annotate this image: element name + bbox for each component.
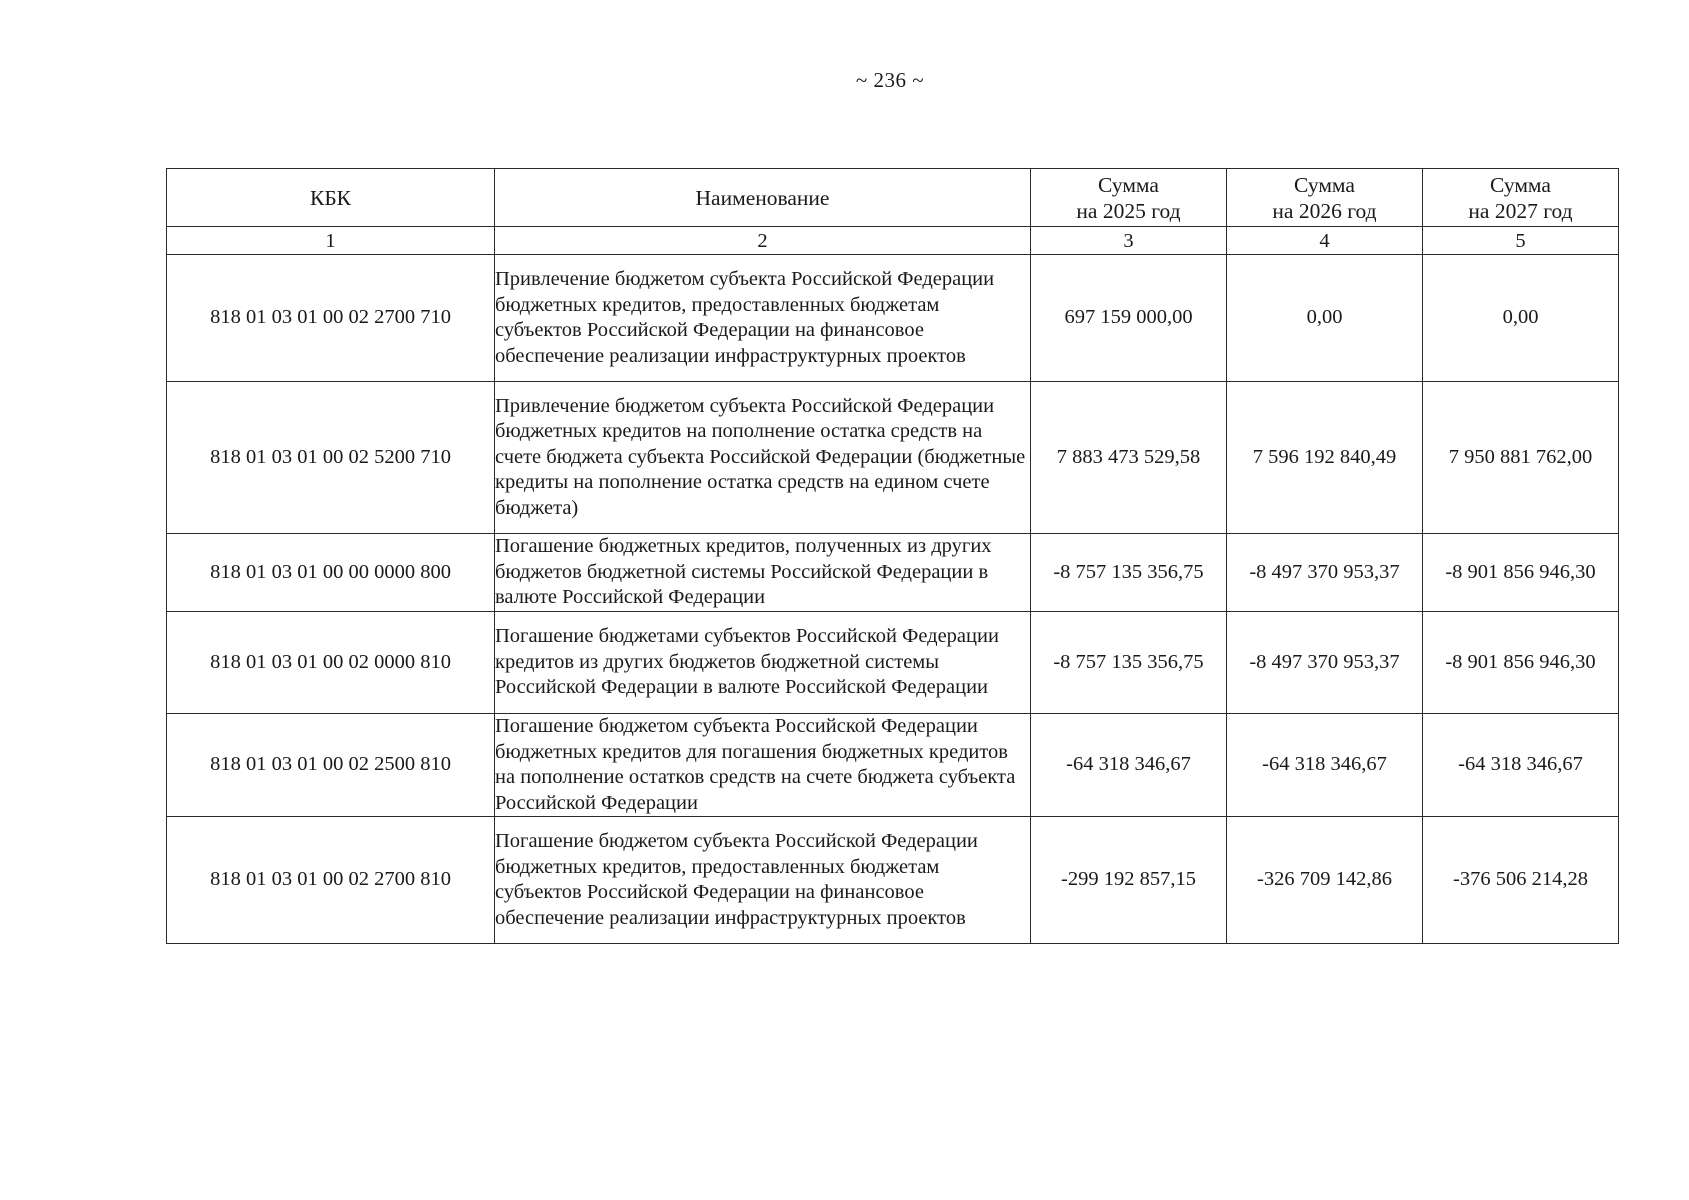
amount-2025: -8 757 135 356,75 xyxy=(1031,612,1227,714)
column-number: 2 xyxy=(495,227,1031,255)
header-sum-2026 xyxy=(1227,169,1423,227)
item-name: Погашение бюджетами субъектов Российской Федерации кредитов из других бюджетов бюджетной системы Российской Федерации в валюте Российской Федерации xyxy=(495,612,1031,714)
amount-2025: -8 757 135 356,75 xyxy=(1031,534,1227,612)
amount-2026: 7 596 192 840,49 xyxy=(1227,382,1423,534)
header-sum-2027-line2: на 2027 год xyxy=(1468,198,1573,223)
amount-2026: -8 497 370 953,37 xyxy=(1227,534,1423,612)
table-row xyxy=(167,714,1619,817)
kbk-code: 818 01 03 01 00 02 0000 810 xyxy=(167,612,495,714)
column-number: 5 xyxy=(1423,227,1619,255)
amount-2026: -64 318 346,67 xyxy=(1227,714,1423,817)
kbk-code: 818 01 03 01 00 02 2500 810 xyxy=(167,714,495,817)
amount-2025: -299 192 857,15 xyxy=(1031,817,1227,944)
amount-2027: 0,00 xyxy=(1423,255,1619,382)
table-row xyxy=(167,612,1619,714)
amount-2025: 7 883 473 529,58 xyxy=(1031,382,1227,534)
amount-2027: -376 506 214,28 xyxy=(1423,817,1619,944)
kbk-code: 818 01 03 01 00 02 5200 710 xyxy=(167,382,495,534)
table-header-row xyxy=(167,169,1619,227)
column-number: 4 xyxy=(1227,227,1423,255)
amount-2026: 0,00 xyxy=(1227,255,1423,382)
amount-2025: -64 318 346,67 xyxy=(1031,714,1227,817)
item-name: Привлечение бюджетом субъекта Российской Федерации бюджетных кредитов, предоставленных бюджетам субъектов Российской Федерации на финансовое обеспечение реализации инфраструктурных проектов xyxy=(495,255,1031,382)
amount-2026: -326 709 142,86 xyxy=(1227,817,1423,944)
page-number: ~ 236 ~ xyxy=(855,68,925,92)
header-sum-2026-line1: Сумма xyxy=(1294,172,1355,197)
amount-2027: -8 901 856 946,30 xyxy=(1423,534,1619,612)
column-number: 3 xyxy=(1031,227,1227,255)
table-row xyxy=(167,255,1619,382)
header-name: Наименование xyxy=(495,169,1031,227)
item-name: Привлечение бюджетом субъекта Российской Федерации бюджетных кредитов на пополнение остатка средств на счете бюджета субъекта Российской Федерации (бюджетные кредиты на пополнение остатка средств на едином счете бюджета) xyxy=(495,382,1031,534)
table-row xyxy=(167,534,1619,612)
item-name: Погашение бюджетом субъекта Российской Федерации бюджетных кредитов, предоставленных бюджетам субъектов Российской Федерации на финансовое обеспечение реализации инфраструктурных проектов xyxy=(495,817,1031,944)
header-sum-2026-line2: на 2026 год xyxy=(1272,198,1377,223)
amount-2025: 697 159 000,00 xyxy=(1031,255,1227,382)
budget-sources-table xyxy=(166,168,1619,944)
header-sum-2027 xyxy=(1423,169,1619,227)
amount-2027: -64 318 346,67 xyxy=(1423,714,1619,817)
item-name: Погашение бюджетом субъекта Российской Федерации бюджетных кредитов для погашения бюджетных кредитов на пополнение остатков средств на счете бюджета субъекта Российской Федерации xyxy=(495,714,1031,817)
kbk-code: 818 01 03 01 00 00 0000 800 xyxy=(167,534,495,612)
header-sum-2025-line2: на 2025 год xyxy=(1076,198,1181,223)
table-row xyxy=(167,817,1619,944)
amount-2027: -8 901 856 946,30 xyxy=(1423,612,1619,714)
header-sum-2025 xyxy=(1031,169,1227,227)
amount-2027: 7 950 881 762,00 xyxy=(1423,382,1619,534)
kbk-code: 818 01 03 01 00 02 2700 710 xyxy=(167,255,495,382)
header-sum-2027-line1: Сумма xyxy=(1490,172,1551,197)
table-row xyxy=(167,382,1619,534)
item-name: Погашение бюджетных кредитов, полученных из других бюджетов бюджетной системы Российской Федерации в валюте Российской Федерации xyxy=(495,534,1031,612)
column-number-row xyxy=(167,227,1619,255)
amount-2026: -8 497 370 953,37 xyxy=(1227,612,1423,714)
header-kbk: КБК xyxy=(167,169,495,227)
header-sum-2025-line1: Сумма xyxy=(1098,172,1159,197)
column-number: 1 xyxy=(167,227,495,255)
kbk-code: 818 01 03 01 00 02 2700 810 xyxy=(167,817,495,944)
